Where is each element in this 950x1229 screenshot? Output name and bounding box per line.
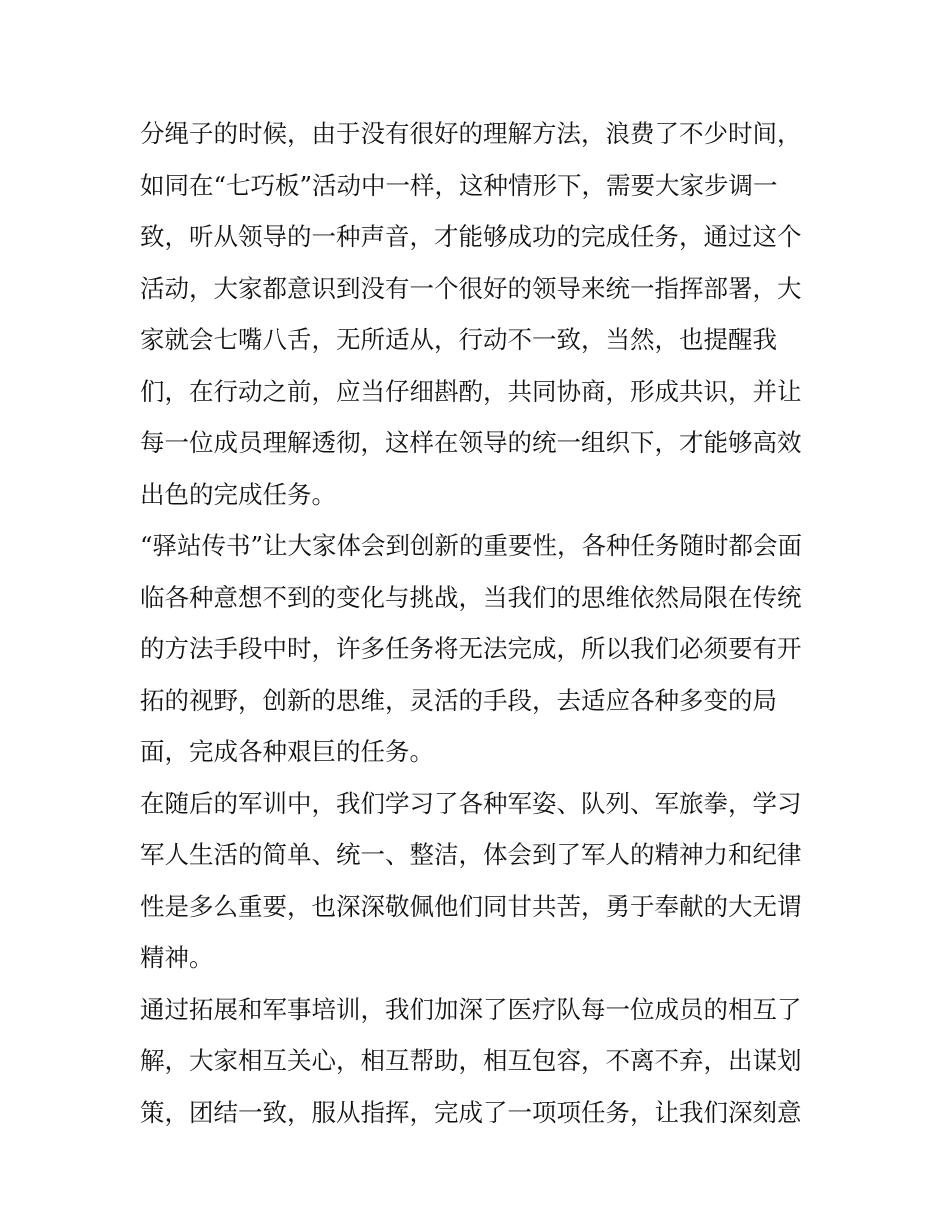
text-line: 的方法手段中时，许多任务将无法完成，所以我们必须要有开 [140,634,802,663]
text-line: 出色的完成任务。 [140,479,336,509]
text-line: 分绳子的时候，由于没有很好的理解方法，浪费了不少时间， [140,119,802,148]
text-line: 拓的视野，创新的思维，灵活的手段，去适应各种多变的局 [140,685,777,715]
text-line: 策，团结一致，服从指挥，完成了一项项任务，让我们深刻意 [140,1097,802,1127]
text-line: 临各种意想不到的变化与挑战，当我们的思维依然局限在传统 [140,582,802,612]
text-line: 通过拓展和军事培训，我们加深了医疗队每一位成员的相互了 [140,994,802,1024]
text-line: 性是多么重要，也深深敬佩他们同甘共苦，勇于奉献的大无谓 [140,891,802,921]
text-line: 们，在行动之前，应当仔细斟酌，共同协商，形成共识，并让 [140,376,802,406]
text-line: 致，听从领导的一种声音，才能够成功的完成任务，通过这个 [140,222,802,251]
text-line: 如同在“七巧板”活动中一样，这种情形下，需要大家步调一 [140,170,778,200]
text-line: 在随后的军训中，我们学习了各种军姿、队列、军旅拳，学习 [140,788,802,818]
text-line: 军人生活的简单、统一、整洁，体会到了军人的精神力和纪律 [140,840,802,869]
text-line: 家就会七嘴八舌，无所适从，行动不一致，当然，也提醒我 [140,325,777,354]
text-line: “驿站传书”让大家体会到创新的重要性，各种任务随时都会面 [140,531,803,560]
text-line: 每一位成员理解透彻，这样在领导的统一组织下，才能够高效 [140,428,802,457]
text-line: 解，大家相互关心，相互帮助，相互包容，不离不弃，出谋划 [140,1046,802,1075]
text-line: 精神。 [140,943,214,972]
document-body [140,108,820,1138]
text-line: 面，完成各种艰巨的任务。 [140,737,434,766]
text-line: 活动，大家都意识到没有一个很好的领导来统一指挥部署，大 [140,273,802,303]
